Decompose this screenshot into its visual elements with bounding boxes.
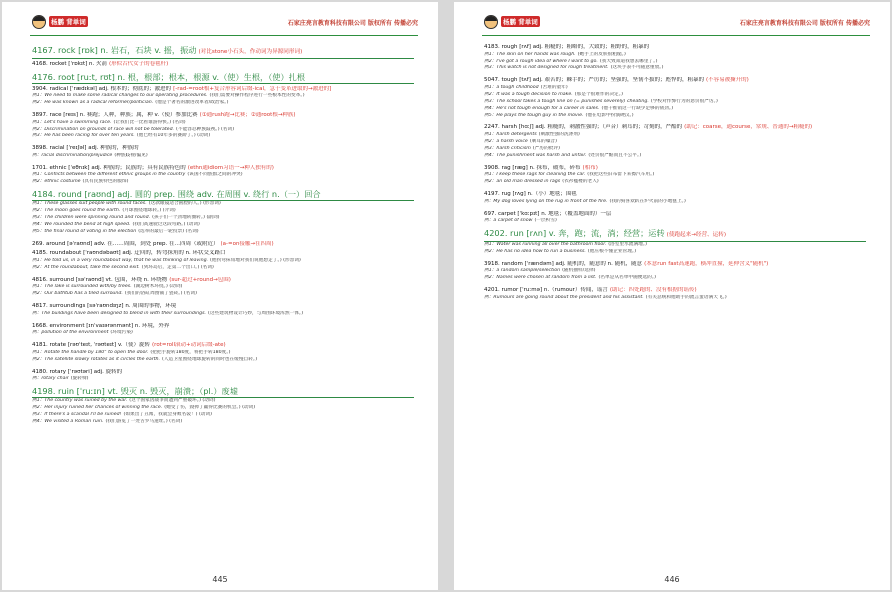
example-english: 例3：He has been racing for over ten years. [32,133,135,139]
example-chinese: (严厉的批评) [532,145,560,151]
right-page-content [484,42,866,302]
example-chinese: (他已经有10年多的赛龄了。) (动词) [136,133,211,139]
example-english: 例1：I keep these rags for cleaning the car. [484,172,586,178]
entry-text: 4176. root [ru:t, rʊt] n. 根，根部；根本，根源 v.（使）生根，（使）扎根 [32,71,306,82]
example-english: 例1：These glasses suit people with round faces. [32,201,147,207]
example-sentence [32,357,414,364]
example-sentence [32,172,414,179]
word-entry [484,124,866,132]
example-sentence [32,100,414,107]
example-chinese: (她手上的皮肤很粗糙。) [577,51,626,57]
example-sentence [32,330,414,337]
example-chinese: (我把这些旧布留下来擦汽车用。) [587,172,655,178]
example-chinese: (这款眼镜适合圆脸的人。) (形容词) [148,201,221,207]
example-english: 例2：an old man dressed in rags [484,179,561,185]
example-english: 例4：He's not tough enough for a career in sales. [484,105,600,111]
example-sentence [484,132,866,139]
mnemonic-note: (本意run fast高速跑，横冲直撞，延伸含义"随机") [644,260,769,267]
example-chinese: (环境污染) [110,330,133,336]
word-entry [484,261,866,269]
example-sentence [32,419,414,426]
example-english: 例1：Conflicts between the different ethnic groups in the country [32,172,186,178]
word-entry [484,165,866,173]
page-number: 446 [664,575,680,584]
example-chinese: (他是个著名的激进改革者/政治家。) [155,100,229,106]
avatar-icon [32,15,46,29]
example-chinese: (一层积雪) [534,218,557,224]
example-english: 例2：He has no idea how to run a business. [484,248,586,254]
word-entry [484,191,866,199]
example-chinese: (让我们比一比看谁游得快。) (名词) [113,119,186,125]
example-chinese: (学校对作弊行为的惩罚很严厉。) [650,98,718,104]
word-entry [32,241,414,249]
example-english: 例1：We need to make some radical changes to our operating procedures. [32,93,208,99]
headword-title [32,45,414,59]
example-sentence [484,92,866,99]
example-english: 例2：The moon goes round the earth. [32,208,121,214]
example-sentence [32,201,414,208]
example-sentence [484,249,866,256]
example-sentence [32,265,414,272]
example-sentence [32,405,414,412]
entry-text: 4201. rumor [ˈruːmə] n.（rumour）传闻，谣言 [484,287,608,294]
example-sentence [484,85,866,92]
right-page [454,2,890,590]
entry-text: 4198. ruin [ˈruːɪn] vt. 毁灭 n. 毁灭，崩溃；（pl.）废墟 [32,386,238,397]
example-chinese: (如果出了丑闻，我就会身败名裂！) (动词) [123,411,212,417]
mnemonic-note: (使跑起来→经营、运转) [666,232,727,239]
example-english: 例：racial discrimination/prejudice [32,152,113,158]
example-sentence [484,146,866,153]
example-english: 例2：a harsh voice [484,138,528,144]
example-english: 例：My dog loves lying on the rug in front of the fire. [484,198,608,204]
example-sentence [484,242,866,249]
word-entry [32,61,414,69]
example-chinese: (她受了伤，毁掉了赢得比赛的机会。) (动词) [164,404,256,410]
mnemonic-note: (对比stone小石头，作动词为异源同形词) [198,49,303,55]
example-chinese: (我们高速驶过这段弯路。) (动词) [132,221,200,227]
example-english: 例1：a random sample/selection [484,268,561,274]
example-chinese: (到环岛后，走第二个出口。) (名词) [141,264,214,270]
example-english: 例2：Discrimination on grounds of race will not be tolerated. [32,126,175,132]
example-sentence [484,52,866,59]
headword-title [32,189,414,201]
example-sentence [484,295,866,302]
example-sentence [32,222,414,229]
example-chinese: (随机抽样/选择) [562,268,596,274]
example-sentence [32,208,414,215]
example-chinese: (衣衫褴褛的老人) [562,179,599,185]
entry-text: 4185. roundabout [ˈraʊndəbaʊt] adj. 迂回的，转弯抹角的 n. 环状交叉路口 [32,250,226,257]
example-sentence [484,199,866,206]
entry-text: 3908. rag [ræg] n. 抹布，破布，碎布 [484,164,581,171]
example-english: 例：Rumours are going round about the president and his assistant. [484,294,644,300]
example-english: 例1：Water was running all over the bathroom floor. [484,242,607,248]
page-header [482,14,870,36]
example-english: 例4：We visited a Roman ruin. [32,418,104,424]
example-english: 例：The buildings have been designed to blend in with their surroundings. [32,310,207,316]
example-chinese: (名单是从名单中随便选的。) [598,275,657,281]
example-sentence [32,376,414,383]
example-sentence [32,215,414,222]
example-sentence [484,268,866,275]
entry-text: 2247. harsh [hɑːʃ] adj. 粗糙的，刺激性强的；（声音）刺耳的；苛刻的，严酷的 [484,124,683,131]
entry-text: 4180. rotary [ˈrəʊtəri] adj. 旋转的 [32,368,123,375]
example-chinese: (他干推销这一行缺少足够的韧劲。) [601,105,674,111]
example-english: 例1：a tough childhood [484,84,539,90]
entry-text: 4816. surround [səˈraʊnd] vt. 包围，环绕 n. 环绕物 [32,276,168,283]
example-english: 例3：If there's a scandal I'll be ruined! [32,411,122,417]
example-sentence [32,291,414,298]
word-entry [484,287,866,295]
word-entry [484,77,866,85]
example-sentence [32,350,414,357]
example-chinese: (选举的最后一轮投票) (名词) [138,228,199,234]
copyright-text: 石家庄亮言教育科技有限公司 版权所有 传播必究 [739,20,870,27]
example-english: 例1：The skin on her hands was rough. [484,51,576,57]
example-english: 例2：Her injury ruined her chances of winning the race. [32,404,163,410]
entry-text: 4197. rug [rʌg] n.（小）地毯；围毯 [484,191,577,198]
example-chinese: (旋转椅) [70,376,89,382]
entry-text: 4183. rough [rʌf] adj. 粗糙的；粗略的，大致的；粗野的，粗暴的 [484,44,650,50]
mnemonic-note: (rot=roll滚动+动词后缀-ate) [152,342,226,349]
brand-logo [482,14,538,32]
example-english: 例2：ethnic costume [32,179,81,185]
example-chinese: (处罚很严酷而且不公平。) [588,152,642,158]
entry-text: 3918. random [ˈrændəm] adj. 随机的，随意的 n. 随机，随意 [484,260,643,267]
word-entry [32,369,414,377]
mnemonic-note: (a-=on接触→在四周) [220,240,274,247]
copyright-text: 石家庄亮言教育科技有限公司 版权所有 传播必究 [287,20,418,27]
example-chinese: (我们游览了一处古罗马遗址。) (名词) [105,418,183,424]
word-entry [32,342,414,350]
example-chinese: (我们的浴缸周围铺了瓷砖。) (名词) [124,291,197,297]
entry-text: 3897. race [reɪs] n. 赛跑；人种，种族；属，种 v.（使）参加比赛 [32,112,198,118]
brand-logo [30,14,86,32]
example-sentence [484,113,866,120]
example-english: 例1：The lake is surrounded with/by trees. [32,284,132,290]
entry-text: 5047. tough [tʌf] adj. 艰苦的；棘手的；严厉的；坚强的，坚韧不拔的；彪悍的，粗暴的 [484,77,705,84]
example-chinese: (那是个很难作的决定。) [574,91,623,97]
example-english: 例1：He told us, in a very roundabout way, that he was thinking of leaving. [32,257,209,263]
headword-title [484,228,866,242]
example-chinese: (该国不同族群之间的冲突) [187,172,243,178]
example-sentence [484,106,866,113]
example-chinese: (刺耳的嗓音) [529,138,557,144]
mnemonic-note: (助记：coarse，通course，常规、普通的→粗糙的) [684,124,813,131]
example-chinese: (种族歧视/偏见) [114,152,148,158]
example-chinese: (这个国家因战争而遭到严重破坏。) (动词) [129,398,216,404]
example-english: 例2：At the roundabout, take the second exit. [32,264,140,270]
entry-text: 4168. rocket [ˈrɒkɪt] n. 火箭 [32,61,107,67]
entry-text: 4184. round [raʊnd] adj. 圆的 prep. 围绕 adv. 在周围 v. 绕行 n.（一）回合 [32,189,321,200]
example-english: 例2：Names were chosen at random from a list. [484,275,597,281]
example-chinese: (我们需要对操作程序进行一些根本性的变革。) [209,93,305,99]
example-sentence [484,172,866,179]
entry-text: 1668. environment [ɪnˈvaɪərənmənt] n. 环境，外界 [32,322,170,329]
example-english: 例1：The country was ruined by the war. [32,398,128,404]
example-sentence [484,99,866,106]
example-english: 例2：He was known as a radical reformer/politician. [32,100,154,106]
headword-title [32,72,414,84]
example-english: 例：rotary chair [32,376,69,382]
example-sentence [32,311,414,318]
left-page-content [32,42,414,426]
example-sentence [484,139,866,146]
word-entry [32,165,414,173]
example-chinese: (刺激性强的洗涤剂) [538,132,580,138]
example-english: 例5：He plays the tough guy in the movie. [484,112,584,118]
entry-text: 4202. run [rʌn] v. 奔，跑；流，淌；经营；运转 [484,228,665,239]
example-english: 例1：Let's have a swimming race. [32,119,112,125]
example-sentence [32,120,414,127]
example-sentence [32,412,414,419]
example-english: 例3：The school takes a tough line on (= punishes severely) cheating. [484,98,649,104]
entry-text: 3904. radical [ˈrædɪkəl] adj. 根本的；彻底的；激进的 [32,85,172,92]
example-english: 例4：The punishment was harsh and unfair. [484,152,587,158]
example-chinese: (月球围绕地球转。) (介词) [122,208,176,214]
mnemonic-note: (形似古代女子的卷毯杆) [108,61,169,67]
example-sentence [484,179,866,186]
example-chinese: (浴室里水流满地。) [608,242,648,248]
word-entry [32,303,414,311]
example-english: 例：a carpet of snow [484,218,533,224]
example-chinese: (人造卫星围绕地球旋转的同时也在缓慢自转。) [162,356,258,362]
example-english: 例：pollution of the environment [32,330,109,336]
example-chinese: (有关总统和他助手的流言蜚语满天飞。) [645,294,727,300]
example-english: 例2：Our bathtub has a tiled surround. [32,291,123,297]
example-english: 例3：harsh criticism [484,145,531,151]
example-sentence [32,179,414,186]
example-chinese: (我的狗喜欢趴在炉火前的小地毯上。) [609,198,686,204]
mnemonic-note: (ethn通idiom习语一→种人独有的) [187,164,274,171]
example-sentence [32,398,414,405]
mnemonic-note: (sur-超过+round→包围) [169,276,231,283]
mnemonic-note: [-rad-=root根+复合形容词后缀-ical，急于变革进取的→激进的] [173,85,332,92]
example-chinese: (湖边树木环绕。) (动词) [133,284,183,290]
example-sentence [32,93,414,100]
example-english: 例2：It was a tough decision to make. [484,91,573,97]
entry-text: 697. carpet [ˈkɑːpɪt] n. 地毯；（覆盖地面的）一层 [484,210,612,217]
example-english: 例1：Rotate the handle by 180° to open the door. [32,349,149,355]
example-english: 例4：We rounded the bend at high speed. [32,221,131,227]
word-entry [32,250,414,258]
example-english: 例3：This watch is not designed for rough treatment. [484,65,609,71]
word-entry [32,112,414,120]
entry-text: 4181. rotate [rəʊˈteɪt, ˈrəʊteɪt] v.（使）旋转 [32,342,151,349]
page-header [30,14,418,36]
mnemonic-note: (助记：四处跑的、没有根据的谣传) [609,287,697,294]
example-chinese: (不能容忍种族歧视。) (名词) [176,126,235,132]
example-chinese: (这些建筑物设计巧妙，与周围环境浑然一体。) [208,310,304,316]
example-chinese: (具有民族特色的服饰) [82,179,129,185]
example-sentence [32,258,414,265]
logo-text: 杨鹏 背单词 [503,18,538,26]
word-entry [32,277,414,285]
word-entry [32,323,414,331]
entry-text: 269. around [əˈraʊnd] adv. 在……周围，到处 prep. 在…四周（或附近） [32,240,219,247]
example-chinese: (这块手表不可随意重放。) [610,65,664,71]
word-entry [484,44,866,52]
word-entry [32,145,414,153]
example-sentence [484,59,866,66]
example-english: 例5：the final round of voting in the election [32,228,137,234]
example-chinese: (孩子们一个劲地转圈转。) (副词) [152,215,220,221]
mnemonic-note: (不容易被撕开的) [706,77,749,84]
example-sentence [32,153,414,160]
entry-text: 4167. rock [rɒk] n. 岩石，石块 v. 摇，振动 [32,45,197,55]
example-sentence [32,229,414,236]
word-entry [484,211,866,219]
example-chinese: (他压根不懂企业管理。) [587,248,637,254]
example-chinese: (我大致知道我想去哪里了。) [599,58,658,64]
entry-text: 1701. ethnic [ˈeθnɪk] adj. 种族的；民族的；具有民族特色的 [32,164,186,171]
avatar-icon [484,15,498,29]
example-chinese: (他在电影中扮演硬汉。) [585,112,634,118]
example-chinese: (他拐弯抹角地对我们说他想走了。) (形容词) [210,257,301,263]
headword-title [32,386,414,398]
entry-text: 3898. racial [ˈreɪʃəl] adj. 种族的，种族的 [32,145,139,152]
mnemonic-note: (相布) [582,164,598,171]
example-chinese: (把把手旋转180度，将把手转180度。) [150,349,231,355]
example-english: 例1：harsh detergents [484,132,537,138]
logo-text: 杨鹏 背单词 [51,18,86,26]
example-chinese: (苦难的童年) [540,84,568,90]
word-entry [32,86,414,94]
example-sentence [484,275,866,282]
example-sentence [484,218,866,225]
example-english: 例2：The satellite slowly rotates as it circles the earth. [32,356,160,362]
example-sentence [484,153,866,160]
example-english: 例3：The children were spinning round and round. [32,215,151,221]
example-sentence [32,284,414,291]
mnemonic-note: (①通rush跑→比赛；②通root根→种族) [199,112,296,118]
entry-text: 4817. surroundings [səˈraʊndɪŋz] n. 周围的事物，环境 [32,303,177,310]
page-number: 445 [212,575,228,584]
example-sentence [484,65,866,72]
example-english: 例2：I've got a rough idea of where I want to go. [484,58,598,64]
left-page [2,2,438,590]
example-sentence [32,127,414,134]
example-sentence [32,133,414,140]
